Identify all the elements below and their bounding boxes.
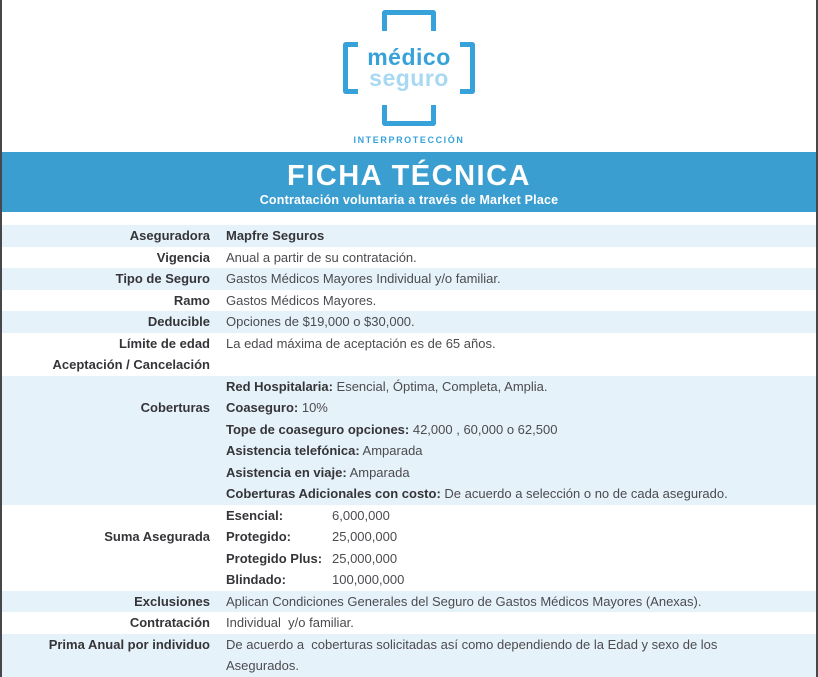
row-value: De acuerdo a coberturas solicitadas así como dependiendo de la Edad y sexo de los Asegurados. [226, 636, 718, 673]
row-label: Vigencia [156, 249, 210, 265]
logo-wordmark [363, 44, 455, 91]
row-value: Opciones de $19,000 o $30,000. [226, 314, 415, 329]
row-label: Aseguradora [129, 228, 210, 243]
row-label: Contratación [129, 615, 210, 630]
page-subtitle: Contratación voluntaria a través de Market Place [259, 192, 559, 207]
row-label: Suma Asegurada [104, 529, 210, 544]
row-label: Tipo de Seguro [115, 271, 210, 286]
table-row [2, 333, 816, 376]
logo-wordmark-line1: médico [367, 44, 451, 70]
table-row [2, 376, 816, 505]
row-label: Prima Anual por individuo [48, 636, 210, 652]
cross-left-bracket-icon [343, 42, 358, 94]
row-value: Anual a partir de su contratación. [226, 249, 417, 265]
medico-seguro-logo [343, 10, 475, 126]
cross-bottom-bracket-icon [382, 105, 436, 126]
header-band [2, 152, 816, 212]
row-value: Individual y/o familiar. [226, 615, 354, 630]
band-table-gap [2, 212, 816, 225]
row-label: Límite de edad Aceptación / Cancelación [52, 335, 210, 372]
table-row [2, 311, 816, 333]
row-value: Mapfre Seguros [226, 228, 325, 243]
cross-right-bracket-icon [460, 42, 475, 94]
brand-name: INTERPROTECCIÓN [353, 135, 465, 145]
row-value: Gastos Médicos Mayores. [226, 292, 377, 308]
table-row [2, 591, 816, 613]
row-label: Exclusiones [134, 593, 210, 609]
row-label: Coberturas [140, 400, 210, 415]
table-row [2, 634, 816, 677]
logo-wordmark-line2: seguro [369, 65, 449, 91]
row-value: Gastos Médicos Mayores Individual y/o familiar. [226, 271, 501, 286]
table-row [2, 225, 816, 247]
cross-top-bracket-icon [382, 10, 436, 31]
table-row [2, 247, 816, 269]
table-row [2, 505, 816, 591]
spec-table [2, 225, 816, 677]
row-value: Esencial: 6,000,000 Protegido: 25,000,000 Protegido Plus: 25,000,000 Blindado: 100,000,000 [226, 507, 405, 587]
page-title: FICHA TÉCNICA [287, 159, 531, 192]
row-value: La edad máxima de aceptación es de 65 años. [226, 335, 496, 351]
table-row [2, 290, 816, 312]
logo-section [2, 0, 816, 152]
table-row [2, 612, 816, 634]
row-label: Deducible [147, 314, 210, 329]
row-value: Red Hospitalaria: Esencial, Óptima, Completa, Amplia. Coaseguro: 10% Tope de coaseguro opciones: 42,000 , 60,000 o 62,500 Asistencia telefónica: Amparada Asistencia en viaje: Amparada Coberturas Adicionales con costo: De acuerdo a selección o no de cada asegurado. [226, 378, 728, 501]
row-value: Aplican Condiciones Generales del Seguro de Gastos Médicos Mayores (Anexas). [226, 593, 702, 609]
row-label: Ramo [173, 292, 210, 308]
table-row [2, 268, 816, 290]
